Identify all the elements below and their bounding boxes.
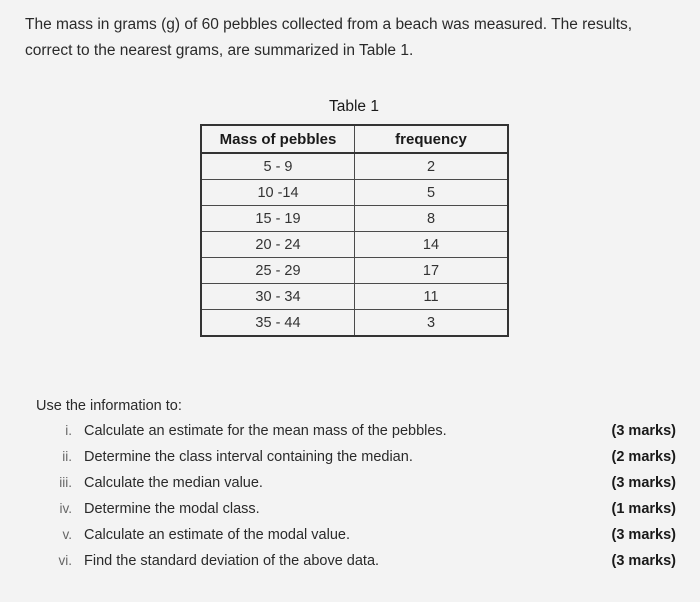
cell-mass: 15 - 19 [201,206,355,232]
question-item [36,522,676,548]
intro-line-2: correct to the nearest grams, are summarized in Table 1. [25,42,414,59]
question-number: iii. [59,475,72,490]
cell-mass: 35 - 44 [201,310,355,337]
table-row [201,232,508,258]
question-item [36,418,676,444]
cell-frequency: 17 [355,258,509,284]
instructions-section [36,394,676,574]
table-row [201,310,508,337]
question-text: Determine the modal class. [84,501,260,517]
question-text: Calculate an estimate of the modal value. [84,527,350,543]
question-item [36,444,676,470]
header-mass: Mass of pebbles [201,125,355,153]
cell-frequency: 14 [355,232,509,258]
frequency-table [200,124,509,337]
cell-frequency: 5 [355,180,509,206]
question-marks: (3 marks) [611,553,676,569]
instructions-lead: Use the information to: [36,398,182,414]
question-text: Calculate the median value. [84,475,263,491]
cell-frequency: 2 [355,153,509,180]
question-text: Determine the class interval containing the median. [84,449,413,465]
cell-mass: 5 - 9 [201,153,355,180]
table-row [201,180,508,206]
question-number: ii. [62,449,72,464]
cell-frequency: 11 [355,284,509,310]
question-item [36,548,676,574]
question-item [36,496,676,522]
question-number: v. [62,527,72,542]
question-marks: (1 marks) [611,501,676,517]
question-number: iv. [59,501,72,516]
question-text: Find the standard deviation of the above data. [84,553,380,569]
table-row [201,284,508,310]
intro-line-1: The mass in grams (g) of 60 pebbles collected from a beach was measured. The results, [25,16,633,33]
question-text: Calculate an estimate for the mean mass of the pebbles. [84,423,447,439]
cell-mass: 30 - 34 [201,284,355,310]
cell-frequency: 8 [355,206,509,232]
table-caption: Table 1 [329,98,379,115]
cell-frequency: 3 [355,310,509,337]
question-marks: (3 marks) [611,475,676,491]
intro-paragraph [25,12,685,64]
table-row [201,206,508,232]
table-row [201,153,508,180]
question-marks: (3 marks) [611,527,676,543]
table-header-row [201,125,508,153]
cell-mass: 25 - 29 [201,258,355,284]
question-number: vi. [58,553,72,568]
question-number: i. [65,423,72,438]
table-row [201,258,508,284]
question-item [36,470,676,496]
cell-mass: 10 -14 [201,180,355,206]
cell-mass: 20 - 24 [201,232,355,258]
header-frequency: frequency [355,125,509,153]
question-marks: (2 marks) [611,449,676,465]
question-marks: (3 marks) [611,423,676,439]
